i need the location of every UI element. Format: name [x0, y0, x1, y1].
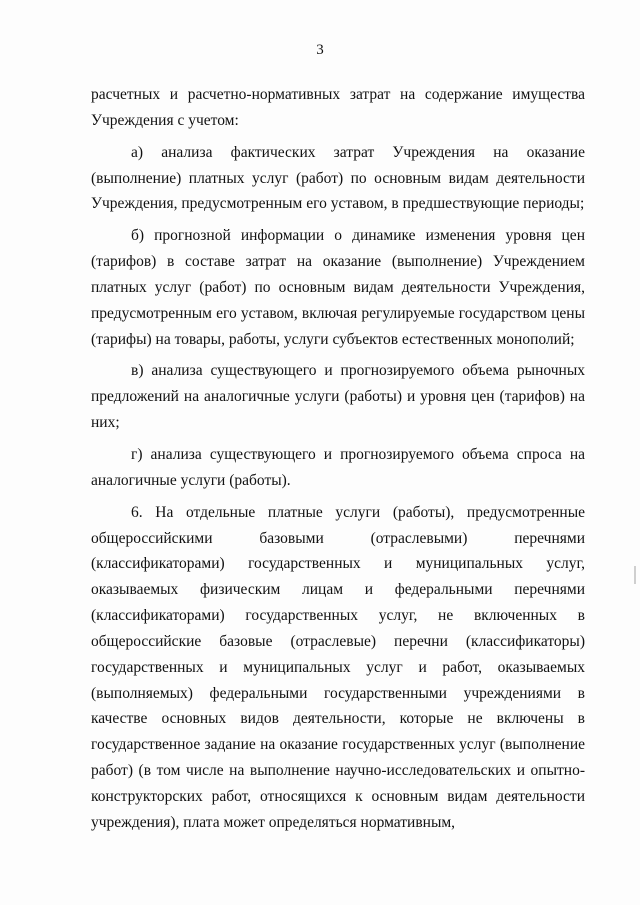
paragraph-item-a: а) анализа фактических затрат Учреждения на оказание (выполнение) платных услуг (работ) по основным видам деятельности Учреждения, предусмотренным его уставом, в предшествующие периоды;	[91, 143, 585, 213]
page-number: 3	[316, 42, 324, 58]
paragraph-item-b: б) прогнозной информации о динамике изменения уровня цен (тарифов) в составе затрат на оказание (выполнение) Учреждением платных услуг (работ) по основным видам деятельности Учреждения, предусмотренным его уставом, включая регулируемые государством цены (тарифы) на товары, работы, услуги субъектов естественных монополий;	[91, 227, 585, 348]
document-body	[91, 82, 585, 836]
paragraph-continuation: расчетных и расчетно-нормативных затрат на содержание имущества Учреждения с учетом:	[91, 86, 585, 129]
scan-edge-mark	[634, 566, 636, 584]
paragraph-item-g: г) анализа существующего и прогнозируемого объема спроса на аналогичные услуги (работы).	[91, 445, 585, 489]
paragraph-item-v: в) анализа существующего и прогнозируемого объема рыночных предложений на аналогичные услуги (работы) и уровня цен (тарифов) на них;	[91, 362, 585, 432]
paragraph-section-6: 6. На отдельные платные услуги (работы), предусмотренные общероссийскими базовыми (отраслевыми) перечнями (классификаторами) государственных и муниципальных услуг, оказываемых физическим лицам и федеральными перечнями (классификаторами) государственных услуг, не включенных в общероссийские базовые (отраслевые) перечни (классификаторы) государственных и муниципальных услуг и работ, оказываемых (выполняемых) федеральными государственными учреждениями в качестве основных видов деятельности, которые не включены в государственное задание на оказание государственных услуг (выполнение работ) (в том числе на выполнение научно-исследовательских и опытно-конструкторских работ, относящихся к основным видам деятельности учреждения), плата может определяться нормативным,	[91, 503, 585, 831]
